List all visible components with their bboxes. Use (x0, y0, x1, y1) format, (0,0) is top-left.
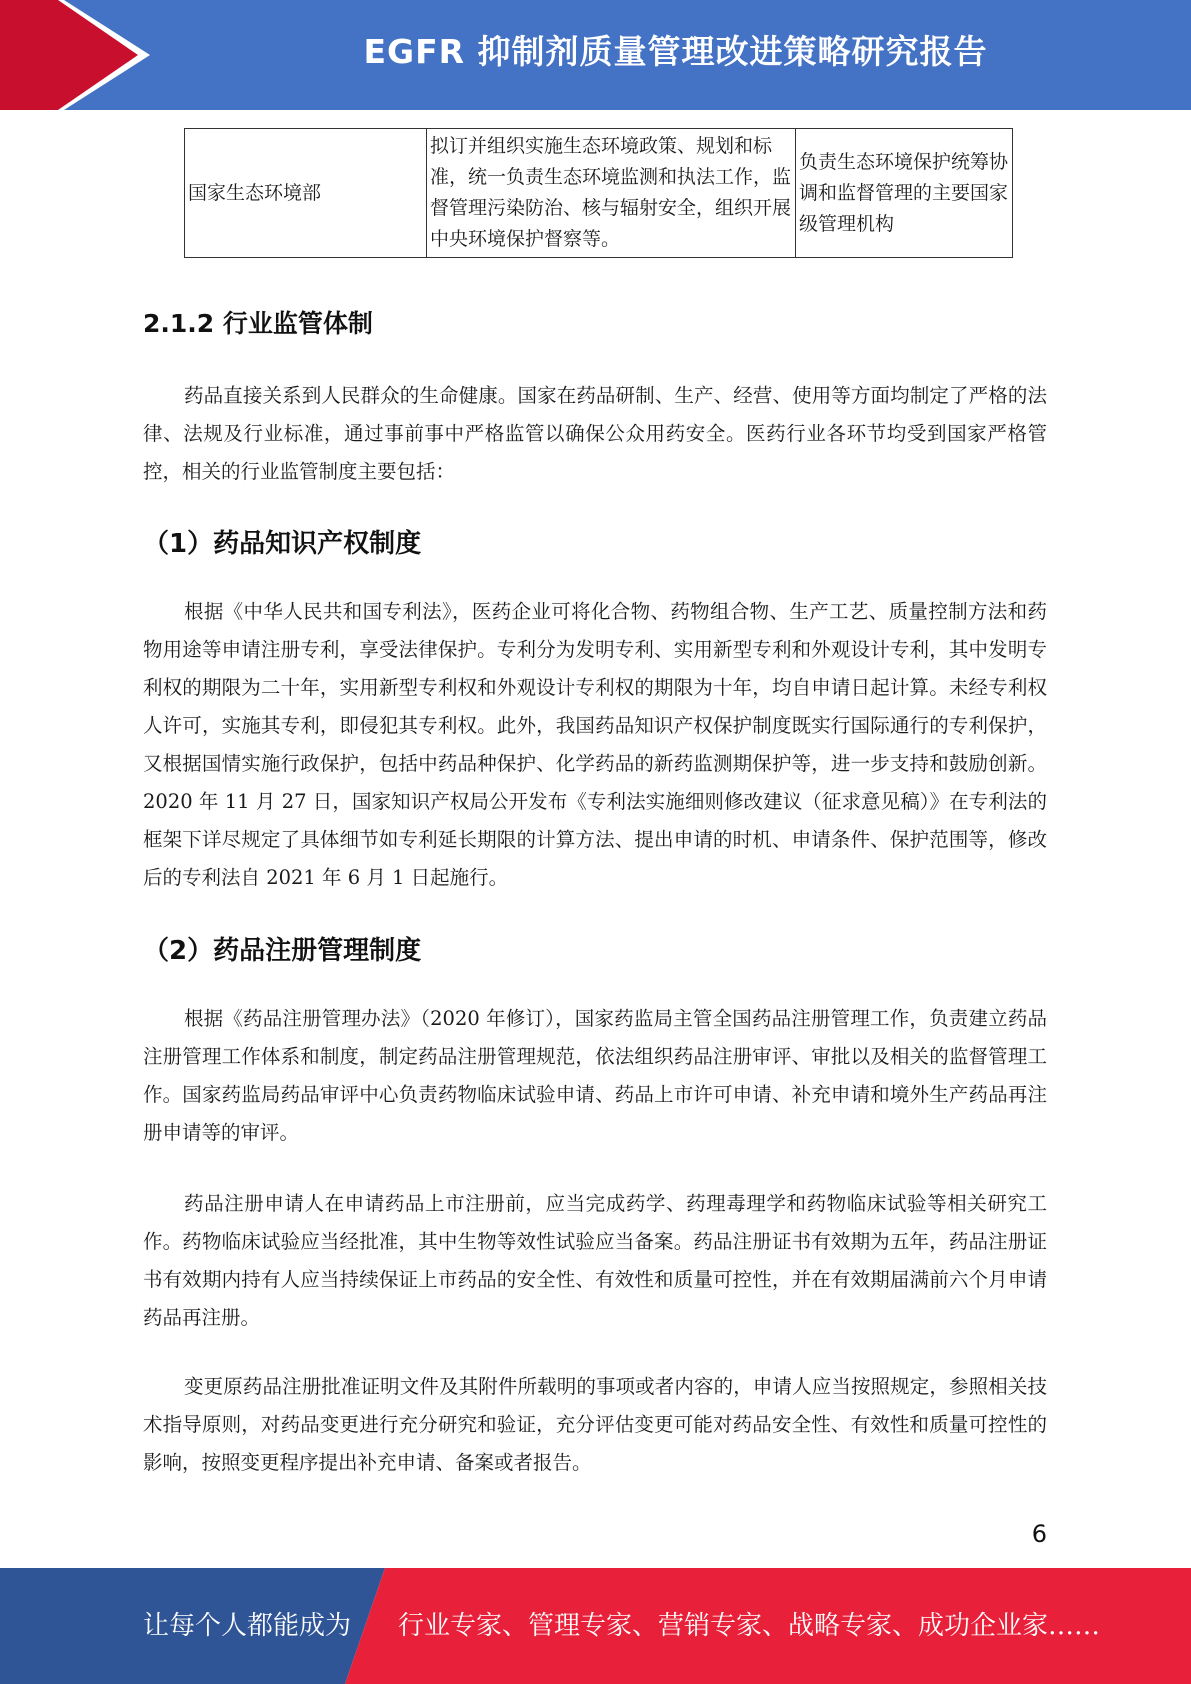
registration-paragraph-2: 药品注册申请人在申请药品上市注册前，应当完成药学、药理毒理学和药物临床试验等相关研究工作。药物临床试验应当经批准，其中生物等效性试验应当备案。药品注册证书有效期为五年，药品注册证书有效期内持有人应当持续保证上市药品的安全性、有效性和质量可控性，并在有效期届满前六个月申请药品再注册。 (143, 1192, 1047, 1329)
table-cell-duties: 拟订并组织实施生态环境政策、规划和标准，统一负责生态环境监测和执法工作，监督管理污染防治、核与辐射安全，组织开展中央环境保护督察等。 (427, 129, 796, 258)
registration-paragraph-1: 根据《药品注册管理办法》（2020 年修订），国家药监局主管全国药品注册管理工作，负责建立药品注册管理工作体系和制度，制定药品注册管理规范，依法组织药品注册审评、审批以及相关的监督管理工作。国家药监局药品审评中心负责药物临床试验申请、药品上市许可申请、补充申请和境外生产药品再注册申请等的审评。 (143, 1007, 1047, 1144)
page-footer (0, 1568, 1191, 1684)
intro-paragraph: 药品直接关系到人民群众的生命健康。国家在药品研制、生产、经营、使用等方面均制定了严格的法律、法规及行业标准，通过事前事中严格监管以确保公众用药安全。医药行业各环节均受到国家严格管控，相关的行业监管制度主要包括： (143, 384, 1047, 483)
table-cell-agency: 国家生态环境部 (185, 129, 427, 258)
report-title: EGFR 抑制剂质量管理改进策略研究报告 (363, 32, 988, 71)
subsection-heading-registration: （2）药品注册管理制度 (143, 936, 422, 966)
table-cell-role: 负责生态环境保护统筹协调和监督管理的主要国家级管理机构 (796, 129, 1013, 258)
page-header (0, 0, 1191, 110)
table-row (185, 129, 1013, 258)
header-arrow-decoration (0, 0, 160, 110)
footer-slogan-left: 让每个人都能成为 (143, 1611, 352, 1641)
section-heading: 2.1.2 行业监管体制 (143, 309, 373, 338)
page-number: 6 (1031, 1520, 1047, 1548)
subsection-heading-ip: （1）药品知识产权制度 (143, 529, 422, 559)
registration-paragraph-3: 变更原药品注册批准证明文件及其附件所载明的事项或者内容的，申请人应当按照规定，参照相关技术指导原则，对药品变更进行充分研究和验证，充分评估变更可能对药品安全性、有效性和质量可控性的影响，按照变更程序提出补充申请、备案或者报告。 (143, 1375, 1047, 1474)
ip-paragraph: 根据《中华人民共和国专利法》，医药企业可将化合物、药物组合物、生产工艺、质量控制方法和药物用途等申请注册专利，享受法律保护。专利分为发明专利、实用新型专利和外观设计专利，其中发明专利权的期限为二十年，实用新型专利权和外观设计专利权的期限为十年，均自申请日起计算。未经专利权人许可，实施其专利，即侵犯其专利权。此外，我国药品知识产权保护制度既实行国际通行的专利保护，又根据国情实施行政保护，包括中药品种保护、化学药品的新药监测期保护等，进一步支持和鼓励创新。2020 年 11 月 27 日，国家知识产权局公开发布《专利法实施细则修改建议（征求意见稿）》在专利法的框架下详尽规定了具体细节如专利延长期限的计算方法、提出申请的时机、申请条件、保护范围等，修改后的专利法自 2021 年 6 月 1 日起施行。 (143, 600, 1047, 889)
regulator-table (184, 128, 1013, 258)
footer-slogan-right: 行业专家、管理专家、营销专家、战略专家、成功企业家…… (398, 1611, 1101, 1641)
